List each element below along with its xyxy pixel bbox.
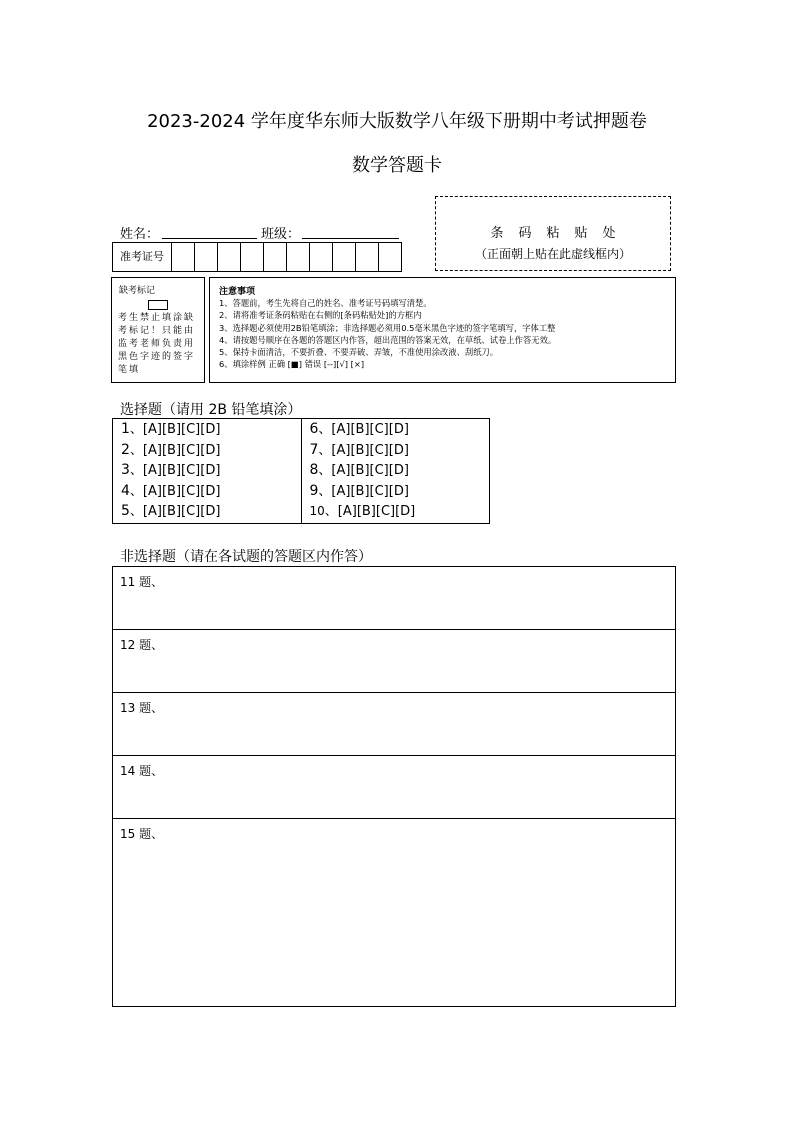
question-options[interactable]: 、[A][B][C][D]: [318, 483, 409, 499]
absent-mark-title: 缺考标记: [119, 286, 156, 296]
exam-id-cell[interactable]: [310, 243, 333, 271]
exam-id-cell[interactable]: [195, 243, 218, 271]
question-options[interactable]: 、[A][B][C][D]: [129, 463, 221, 479]
exam-id-cell[interactable]: [356, 243, 379, 271]
question-number: 3: [121, 462, 130, 479]
exam-id-cell[interactable]: [241, 243, 264, 271]
question-number: 10: [309, 504, 325, 519]
name-field[interactable]: [162, 224, 257, 239]
absent-mark-text: 考生禁止填涂缺考标记！只能由监考老师负责用黑色字迹的签字笔填: [118, 313, 196, 375]
question-options[interactable]: 、[A][B][C][D]: [129, 504, 221, 520]
question-number: 1: [121, 421, 130, 437]
notes-panel: [209, 277, 676, 383]
question-options[interactable]: 、[A][B][C][D]: [129, 483, 221, 499]
class-label: 班级：: [261, 227, 301, 242]
exam-id-cell[interactable]: [287, 243, 310, 271]
question-options[interactable]: 、[A][B][C][D]: [318, 463, 409, 479]
notes-item: 1、答题前，考生先将自己的姓名、准考证号码填写清楚。: [219, 298, 432, 308]
choice-column-right: [302, 419, 490, 523]
question-number: 5: [121, 503, 130, 520]
choice-question[interactable]: [302, 501, 490, 522]
answer-box-14[interactable]: [113, 756, 675, 819]
answer-area: [112, 566, 676, 1007]
question-options[interactable]: 、[A][B][C][D]: [324, 504, 416, 520]
question-options[interactable]: 、[A][B][C][D]: [129, 422, 221, 437]
answer-label: 11 题、: [120, 575, 164, 589]
choice-table: [112, 418, 490, 524]
choice-question[interactable]: [302, 440, 490, 461]
choice-column-left: [113, 419, 302, 523]
notes-item: 5、保持卡面清洁，不要折叠、不要弄破、弄皱，不准使用涂改液、刮纸刀。: [219, 347, 499, 358]
choice-question[interactable]: [113, 419, 301, 440]
notes-item: 6、填涂样例 正确 [■] 错误 [--][√] [×]: [219, 359, 365, 370]
exam-id-cell[interactable]: [172, 243, 195, 271]
notes-title: 注意事项: [219, 287, 256, 297]
exam-id-label: 准考证号: [113, 243, 172, 271]
exam-id-cell[interactable]: [218, 243, 241, 271]
exam-id-cell[interactable]: [379, 243, 401, 271]
exam-id-cell[interactable]: [333, 243, 356, 271]
choice-question[interactable]: [113, 460, 301, 481]
barcode-area: [435, 196, 671, 271]
page-title: 2023-2024 学年度华东师大版数学八年级下册期中考试押题卷: [147, 111, 647, 132]
answer-box-11[interactable]: [113, 567, 675, 630]
barcode-note: （正面朝上贴在此虚线框内）: [474, 247, 631, 261]
class-field[interactable]: [302, 224, 399, 239]
choice-question[interactable]: [302, 460, 490, 481]
choice-question[interactable]: [113, 440, 301, 461]
answer-label: 12 题、: [120, 638, 164, 652]
question-number: 2: [121, 441, 130, 458]
question-number: 7: [309, 441, 319, 458]
notes-item: 3、选择题必须使用2B铅笔填涂；非选择题必须用0.5毫米黑色字迹的签字笔填写，字体工整: [219, 322, 556, 333]
nonchoice-section-title: 非选择题（请在各试题的答题区内作答）: [120, 549, 372, 565]
answer-box-12[interactable]: [113, 630, 675, 693]
exam-id-cell[interactable]: [264, 243, 287, 271]
choice-question[interactable]: [302, 481, 490, 502]
choice-question[interactable]: [113, 481, 301, 502]
notes-item: 4、请按题号顺序在各题的答题区内作答，超出范围的答案无效，在草纸、试卷上作答无效。: [219, 334, 557, 345]
choice-question[interactable]: [113, 501, 301, 522]
question-options[interactable]: 、[A][B][C][D]: [318, 442, 409, 458]
notes-item: 2、请将准考证条码粘贴在右侧的[条码粘贴处]的方框内: [219, 310, 422, 321]
answer-box-15[interactable]: [113, 819, 675, 1006]
name-label: 姓名：: [120, 227, 160, 242]
absent-mark-box[interactable]: [148, 300, 168, 310]
question-number: 9: [309, 482, 319, 499]
question-options[interactable]: 、[A][B][C][D]: [129, 442, 221, 458]
choice-section-title: 选择题（请用 2B 铅笔填涂）: [120, 402, 302, 418]
answer-label: 13 题、: [120, 701, 164, 715]
answer-label: 15 题、: [120, 827, 164, 841]
answer-label: 14 题、: [120, 764, 164, 778]
answer-box-13[interactable]: [113, 693, 675, 756]
exam-id-box: [112, 242, 402, 272]
question-number: 6: [309, 421, 319, 437]
absent-mark-panel: [111, 277, 205, 383]
page-subtitle: 数学答题卡: [352, 155, 442, 176]
question-options[interactable]: 、[A][B][C][D]: [318, 422, 409, 437]
choice-question[interactable]: [302, 419, 490, 440]
question-number: 4: [121, 482, 130, 499]
barcode-title: 条码粘贴处: [490, 226, 631, 241]
question-number: 8: [309, 462, 319, 479]
